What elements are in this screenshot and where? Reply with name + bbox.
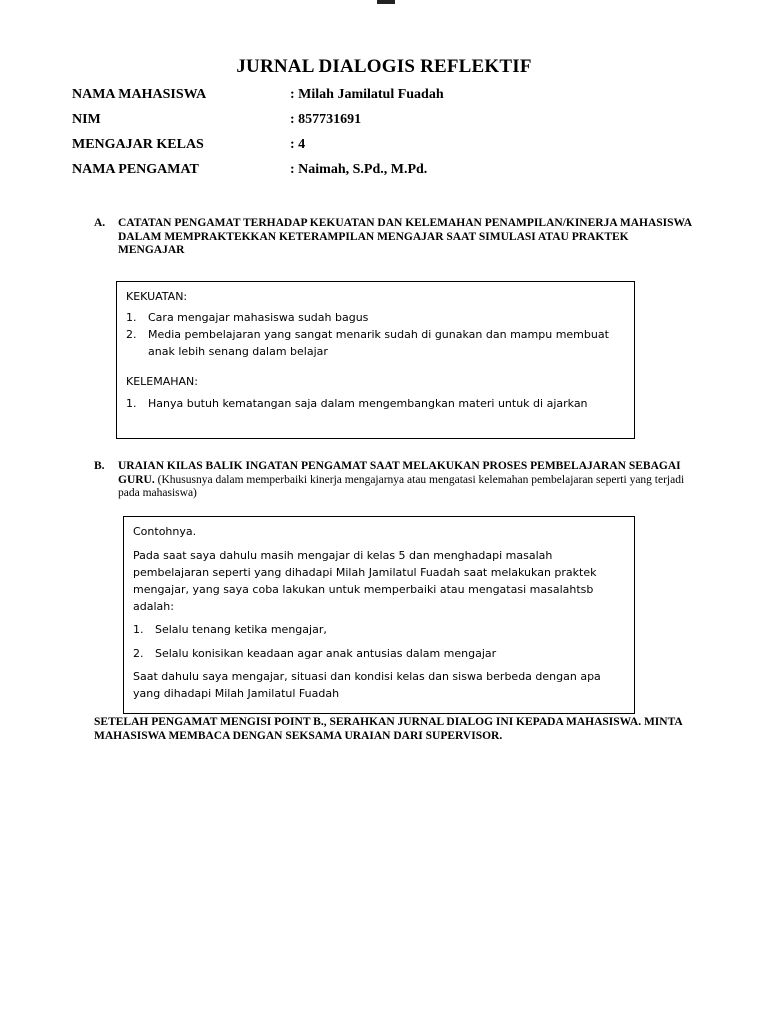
info-label: NAMA MAHASISWA: [72, 87, 207, 102]
list-number: 2.: [133, 647, 144, 660]
info-value: : Naimah, S.Pd., M.Pd.: [290, 162, 428, 177]
list-text: Media pembelajaran yang sangat menarik sudah di gunakan dan mampu membuat anak lebih senang dalam belajar: [148, 328, 609, 358]
strengths-weaknesses-box: [116, 281, 635, 439]
list-item: [126, 326, 625, 360]
info-row-observer: [72, 162, 692, 180]
list-item: [133, 621, 625, 638]
info-value: : 857731691: [290, 112, 362, 127]
reflection-list: [133, 621, 625, 662]
list-item: [126, 395, 625, 412]
list-text: Cara mengajar mahasiswa sudah bagus: [148, 311, 369, 324]
list-item: [126, 309, 625, 326]
list-number: 1.: [126, 397, 137, 410]
info-row-class: [72, 137, 692, 155]
section-a-heading: CATATAN PENGAMAT TERHADAP KEKUATAN DAN KELEMAHAN PENAMPILAN/KINERJA MAHASISWA DALAM MEMPRAKTEKKAN KETERAMPILAN MENGAJAR SAAT SIMULASI ATAU PRAKTEK MENGAJAR: [118, 217, 692, 256]
reflection-paragraph: Pada saat saya dahulu masih mengajar di kelas 5 dan menghadapi masalah pembelajaran seperti yang dihadapi Milah Jamilatul Fuadah saat melakukan praktek mengajar, yang saya coba lakukan untuk memperbaiki atau mengatasi masalahtsb adalah:: [133, 549, 597, 613]
page-top-mark: [377, 0, 395, 4]
footer-instruction: SETELAH PENGAMAT MENGISI POINT B., SERAHKAN JURNAL DIALOG INI KEPADA MAHASISWA. MINTA MAHASISWA MEMBACA DENGAN SEKSAMA URAIAN DARI SUPERVISOR.: [94, 716, 683, 742]
reflection-intro: Contohnya.: [133, 525, 197, 538]
list-number: 2.: [126, 328, 137, 341]
strength-list: [126, 309, 625, 360]
info-row-student-name: [72, 87, 692, 105]
list-item: [133, 645, 625, 662]
info-value: : 4: [290, 137, 306, 152]
list-text: Selalu tenang ketika mengajar,: [155, 623, 327, 636]
reflection-closing: Saat dahulu saya mengajar, situasi dan kondisi kelas dan siswa berbeda dengan apa yang dihadapi Milah Jamilatul Fuadah: [133, 670, 601, 700]
section-b: [94, 460, 694, 501]
weakness-title: KELEMAHAN:: [126, 375, 198, 388]
strength-title: KEKUATAN:: [126, 290, 188, 303]
info-row-nim: [72, 112, 692, 130]
list-number: 1.: [133, 623, 144, 636]
document-title: JURNAL DIALOGIS REFLEKTIF: [236, 56, 532, 77]
list-text: Selalu konisikan keadaan agar anak antusias dalam mengajar: [155, 647, 497, 660]
section-a: [94, 217, 694, 258]
info-label: MENGAJAR KELAS: [72, 137, 204, 152]
section-b-note: (Khususnya dalam memperbaiki kinerja mengajarnya atau mengatasi kelemahan pembelajaran seperti yang terjadi pada mahasiswa): [118, 473, 685, 499]
info-label: NIM: [72, 112, 101, 127]
section-letter: B.: [94, 460, 105, 472]
info-label: NAMA PENGAMAT: [72, 162, 199, 177]
reflection-box: [123, 516, 635, 714]
section-letter: A.: [94, 217, 106, 229]
list-number: 1.: [126, 311, 137, 324]
section-b-text: [118, 460, 694, 501]
info-value: : Milah Jamilatul Fuadah: [290, 87, 444, 102]
section-b-heading: URAIAN KILAS BALIK INGATAN PENGAMAT SAAT MELAKUKAN PROSES PEMBELAJARAN SEBAGAI GURU.: [118, 460, 681, 486]
list-text: Hanya butuh kematangan saja dalam mengembangkan materi untuk di ajarkan: [148, 397, 588, 410]
weakness-list: [126, 395, 625, 412]
